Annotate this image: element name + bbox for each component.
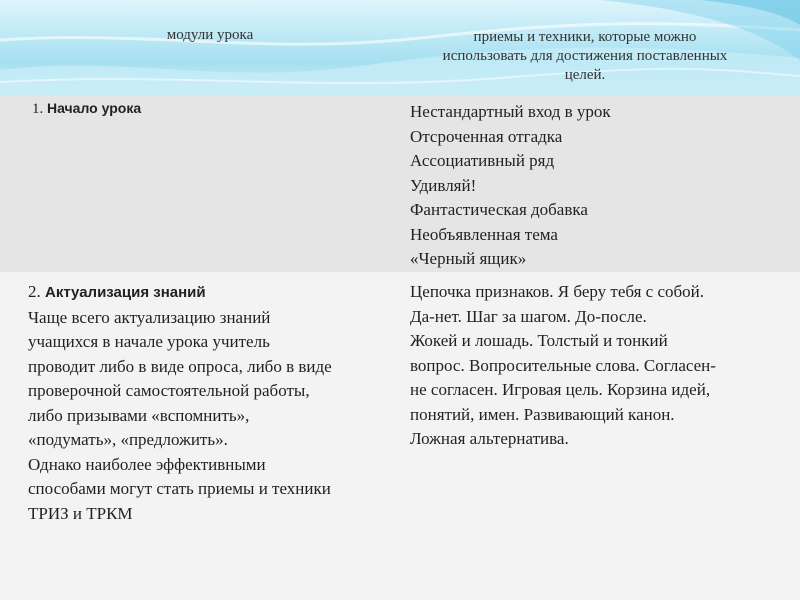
module-title: Актуализация знаний	[45, 284, 206, 301]
header-right-line: приемы и техники, которые можно	[473, 29, 697, 45]
technique-line: Цепочка признаков. Я беру тебя с собой.	[410, 282, 704, 301]
technique-item: Ассоциативный ряд	[410, 151, 555, 170]
technique-line: не согласен. Игровая цель. Корзина идей,	[410, 380, 711, 399]
module-heading	[28, 280, 388, 306]
module-description-line: ТРИЗ и ТРКМ	[28, 503, 133, 523]
header-right-line: использовать для достижения поставленных	[442, 48, 728, 64]
technique-line: Да-нет. Шаг за шагом. До-после.	[410, 306, 647, 326]
technique-item: Необъявленная тема	[410, 224, 558, 244]
technique-item: Отсроченная отгадка	[410, 126, 563, 146]
header-band	[0, 0, 800, 96]
module-description-line: проводит либо в виде опроса, либо в виде	[28, 356, 332, 376]
technique-line: Жокей и лошадь. Толстый и тонкий	[410, 331, 668, 350]
header-modules-label: модули урока	[166, 27, 254, 43]
module-knowledge-update	[28, 280, 388, 526]
header-techniques-label	[410, 28, 760, 85]
module-number: 1.	[32, 101, 44, 117]
module-description-line: Чаще всего актуализацию знаний	[28, 307, 271, 327]
header-right-line: целей.	[564, 67, 606, 83]
module-title: Начало урока	[47, 100, 142, 116]
module-description-line: либо призывами «вспомнить»,	[28, 405, 250, 425]
technique-line: Ложная альтернатива.	[410, 429, 569, 448]
module-lesson-start	[32, 98, 372, 119]
technique-item: Фантастическая добавка	[410, 200, 588, 219]
module-description-line: Однако наиболее эффективными	[28, 454, 266, 474]
techniques-knowledge-update	[410, 280, 780, 452]
technique-item: Удивляй!	[410, 175, 477, 195]
module-number: 2.	[28, 282, 41, 301]
module-description-line: учащихся в начале урока учитель	[28, 332, 270, 351]
technique-line: вопрос. Вопросительные слова. Согласен-	[410, 355, 716, 375]
techniques-lesson-start	[410, 100, 780, 272]
technique-item: «Черный ящик»	[410, 249, 527, 268]
module-description-line: «подумать», «предложить».	[28, 430, 228, 449]
technique-item: Нестандартный вход в урок	[410, 102, 611, 121]
module-description-line: способами могут стать приемы и техники	[28, 479, 331, 498]
technique-line: понятий, имен. Развивающий канон.	[410, 404, 675, 424]
module-description-line: проверочной самостоятельной работы,	[28, 381, 310, 400]
